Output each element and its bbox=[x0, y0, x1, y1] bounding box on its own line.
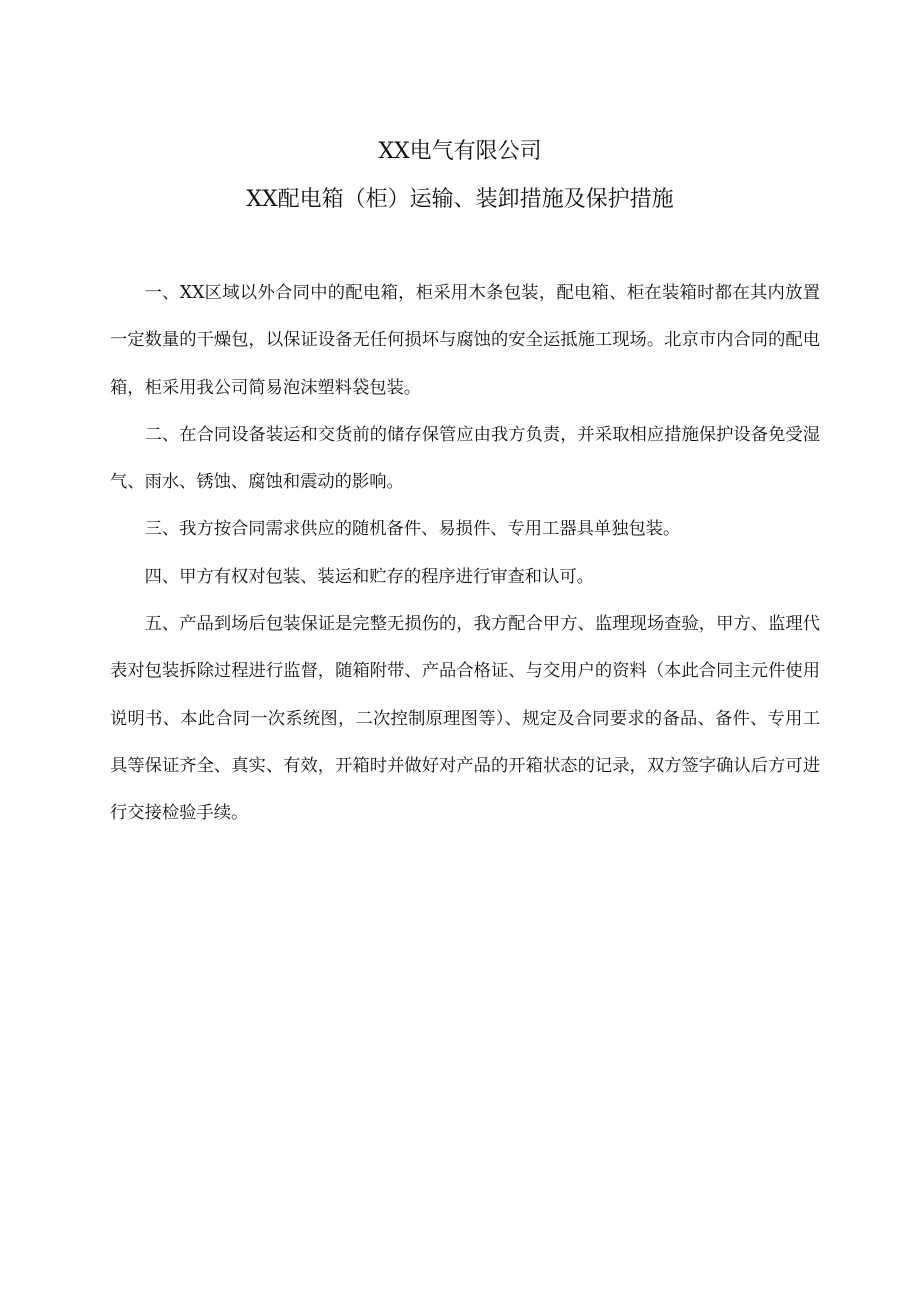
document-body bbox=[110, 270, 820, 838]
paragraph-4: 四、甲方有权对包装、装运和贮存的程序进行审查和认可。 bbox=[144, 566, 594, 587]
paragraph-2: 二、在合同设备装运和交货前的储存保管应由我方负责，并采取相应措施保护设备免受湿气、雨水、锈蚀、腐蚀和震动的影响。 bbox=[110, 424, 820, 493]
company-title: XX电气有限公司 bbox=[378, 139, 542, 164]
paragraph-1: 一、XX区域以外合同中的配电箱，柜采用木条包装，配电箱、柜在装箱时都在其内放置一定数量的干燥包，以保证设备无任何损坏与腐蚀的安全运抵施工现场。北京市内合同的配电箱，柜采用我公司简易泡沫塑料袋包装。 bbox=[110, 283, 820, 398]
paragraph-3: 三、我方按合同需求供应的随机备件、易损件、专用工器具单独包装。 bbox=[144, 519, 681, 540]
document-title: XX配电箱（柜）运输、装卸措施及保护措施 bbox=[246, 187, 674, 212]
paragraph-5: 五、产品到场后包装保证是完整无损伤的，我方配合甲方、监理现场查验，甲方、监理代表对包装拆除过程进行监督，随箱附带、产品合格证、与交用户的资料（本此合同主元件使用说明书、本此合同一次系统图，二次控制原理图等）、规定及合同要求的备品、备件、专用工具等保证齐全、真实、有效，开箱时并做好对产品的开箱状态的记录，双方签字确认后方可进行交接检验手续。 bbox=[110, 614, 820, 824]
